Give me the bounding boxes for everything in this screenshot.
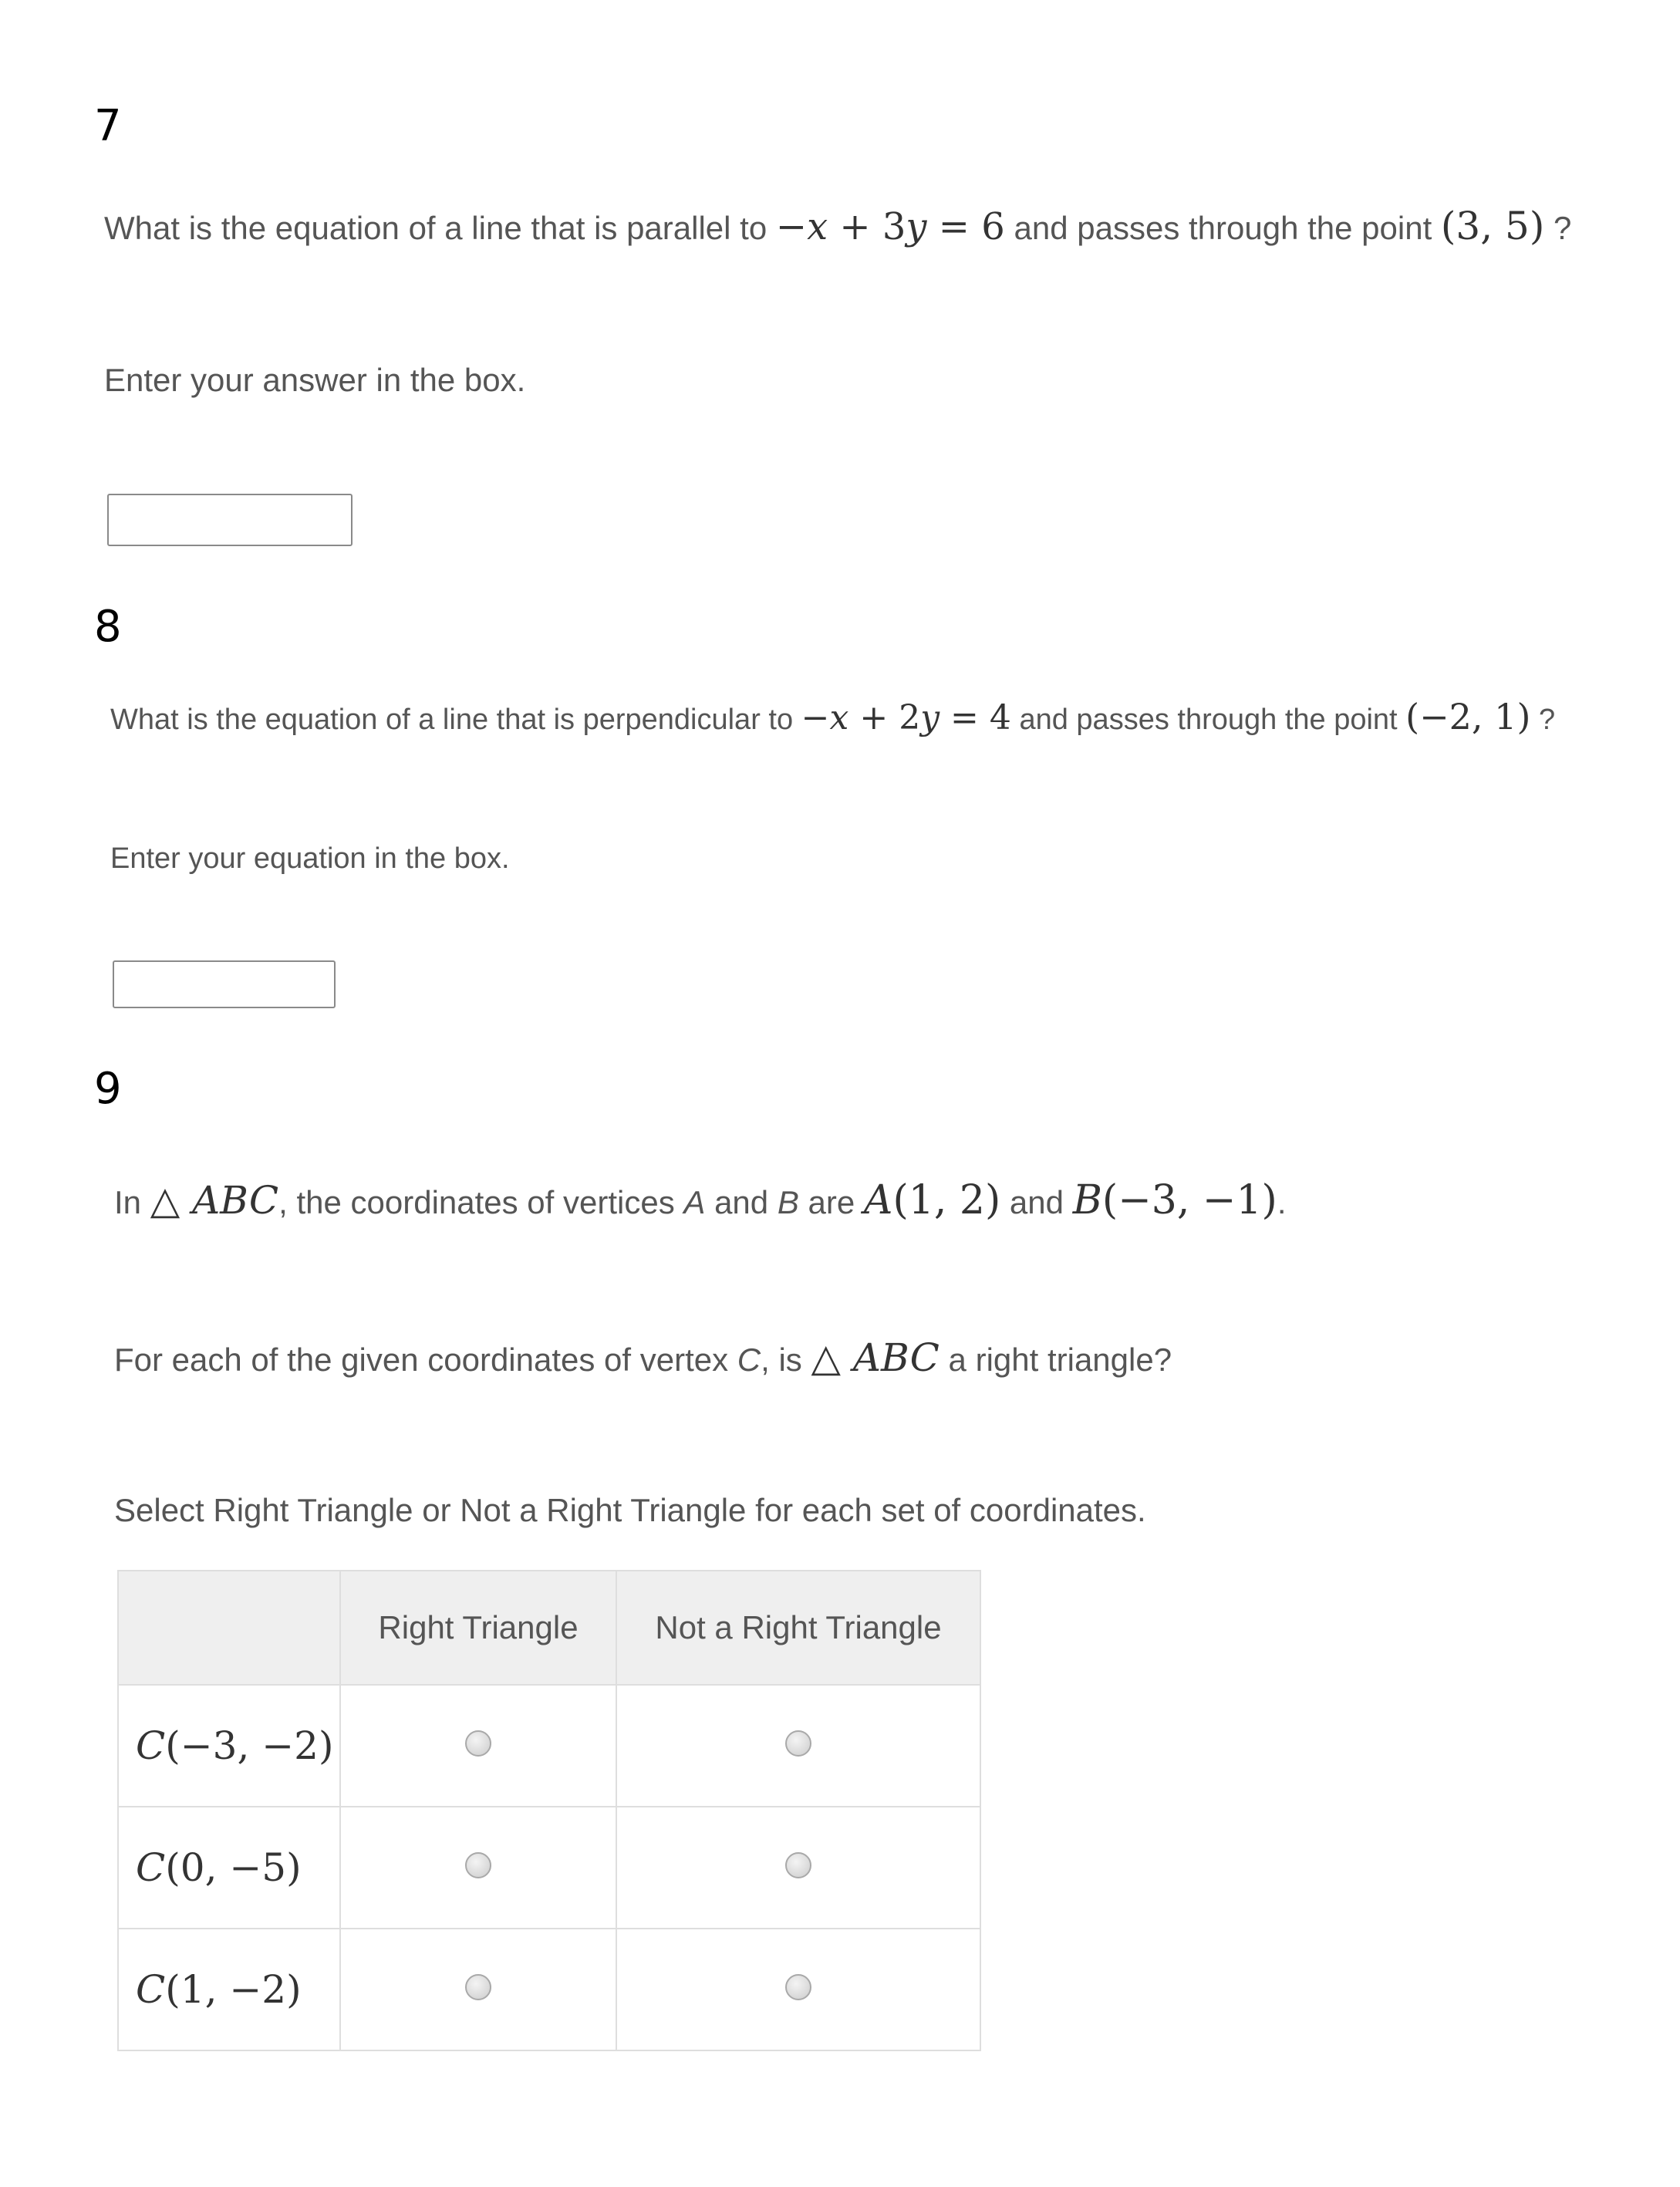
table-header-empty bbox=[118, 1571, 340, 1685]
prompt-text-mid: and passes through the point bbox=[1010, 704, 1406, 736]
vertex-a-label: A bbox=[683, 1184, 706, 1220]
prompt-text: What is the equation of a line that is perpendicular to bbox=[110, 704, 801, 736]
cell-not-right-triangle-row2 bbox=[616, 1807, 980, 1929]
equation bbox=[801, 698, 1011, 737]
text-and-2: and bbox=[1000, 1184, 1073, 1220]
text-are: are bbox=[798, 1184, 864, 1220]
table-header-not-right-triangle: Not a Right Triangle bbox=[616, 1571, 980, 1685]
radio-not-right-triangle-row3[interactable] bbox=[785, 1974, 811, 2000]
point-coordinates: (−2, 1) bbox=[1405, 696, 1531, 737]
point-b-coords: (−3, −1) bbox=[1101, 1177, 1277, 1223]
minus-sign: − bbox=[801, 698, 830, 737]
equals-sign: = bbox=[940, 698, 990, 737]
table-header-row bbox=[118, 1571, 980, 1685]
cell-right-triangle-row3 bbox=[340, 1929, 616, 2050]
coefficient: 3 bbox=[882, 205, 906, 248]
triangle-symbol: △ bbox=[150, 1178, 193, 1223]
question-8-instruction: Enter your equation in the box. bbox=[110, 842, 510, 875]
equals-sign: = bbox=[926, 205, 982, 248]
text-in: In bbox=[114, 1184, 150, 1220]
triangle-symbol: △ bbox=[811, 1335, 853, 1380]
question-8-prompt bbox=[110, 696, 1556, 737]
vertex-c-letter: C bbox=[136, 1723, 166, 1768]
question-7-instruction: Enter your answer in the box. bbox=[104, 362, 526, 398]
cell-not-right-triangle-row3 bbox=[616, 1929, 980, 2050]
question-number-8: 8 bbox=[94, 602, 122, 652]
plus-sign: + bbox=[848, 698, 899, 737]
text-right-triangle-question: a right triangle? bbox=[939, 1342, 1172, 1378]
row-label-c1 bbox=[118, 1685, 340, 1807]
rhs-value: 6 bbox=[981, 205, 1005, 248]
vertex-c-coords: (0, −5) bbox=[165, 1845, 302, 1890]
radio-not-right-triangle-row2[interactable] bbox=[785, 1852, 811, 1878]
prompt-text-end: ? bbox=[1544, 210, 1572, 246]
rhs-value: 4 bbox=[989, 698, 1011, 737]
prompt-text: What is the equation of a line that is parallel to bbox=[104, 210, 776, 246]
radio-right-triangle-row3[interactable] bbox=[465, 1974, 491, 2000]
var-y: y bbox=[906, 205, 927, 248]
triangle-name: ABC bbox=[852, 1335, 940, 1380]
question-number-9: 9 bbox=[94, 1064, 122, 1114]
plus-sign: + bbox=[828, 205, 882, 248]
vertex-c-letter: C bbox=[136, 1967, 166, 2012]
answer-input-q8[interactable] bbox=[113, 960, 336, 1008]
point-coordinates: (3, 5) bbox=[1440, 204, 1545, 248]
radio-right-triangle-row1[interactable] bbox=[465, 1730, 491, 1757]
question-number-7: 7 bbox=[94, 101, 122, 151]
table-row bbox=[118, 1685, 980, 1807]
table-header-right-triangle: Right Triangle bbox=[340, 1571, 616, 1685]
text-coordinates: , the coordinates of vertices bbox=[278, 1184, 684, 1220]
radio-not-right-triangle-row1[interactable] bbox=[785, 1730, 811, 1757]
text-and: and bbox=[705, 1184, 778, 1220]
vertex-b-label: B bbox=[777, 1184, 799, 1220]
answer-input-q7[interactable] bbox=[107, 494, 353, 546]
right-triangle-table bbox=[117, 1570, 981, 2051]
vertex-c-letter: C bbox=[136, 1845, 166, 1890]
table-row bbox=[118, 1929, 980, 2050]
equation bbox=[776, 205, 1005, 248]
prompt-text-end: ? bbox=[1530, 704, 1556, 736]
prompt-text-mid: and passes through the point bbox=[1004, 210, 1441, 246]
radio-right-triangle-row2[interactable] bbox=[465, 1852, 491, 1878]
var-x: x bbox=[807, 205, 828, 248]
question-9-instruction: Select Right Triangle or Not a Right Triangle for each set of coordinates. bbox=[114, 1492, 1146, 1528]
point-b-letter: B bbox=[1072, 1177, 1102, 1223]
minus-sign: − bbox=[775, 205, 808, 248]
question-9-line2 bbox=[114, 1335, 1172, 1380]
row-label-c2 bbox=[118, 1807, 340, 1929]
vertex-c-coords: (−3, −2) bbox=[165, 1723, 334, 1768]
row-label-c3 bbox=[118, 1929, 340, 2050]
vertex-c-label: C bbox=[737, 1342, 761, 1378]
question-9-line1 bbox=[114, 1177, 1287, 1223]
var-y: y bbox=[920, 698, 940, 737]
point-a-letter: A bbox=[863, 1177, 893, 1223]
cell-right-triangle-row2 bbox=[340, 1807, 616, 1929]
cell-right-triangle-row1 bbox=[340, 1685, 616, 1807]
text-is: , is bbox=[761, 1342, 811, 1378]
triangle-name: ABC bbox=[192, 1178, 279, 1223]
point-a-coords: (1, 2) bbox=[892, 1177, 1001, 1223]
vertex-c-coords: (1, −2) bbox=[165, 1967, 302, 2012]
table-row bbox=[118, 1807, 980, 1929]
var-x: x bbox=[829, 698, 849, 737]
question-7-prompt bbox=[104, 204, 1572, 248]
cell-not-right-triangle-row1 bbox=[616, 1685, 980, 1807]
coefficient: 2 bbox=[899, 698, 921, 737]
text-for-each: For each of the given coordinates of vertex bbox=[114, 1342, 737, 1378]
text-period: . bbox=[1277, 1184, 1287, 1220]
